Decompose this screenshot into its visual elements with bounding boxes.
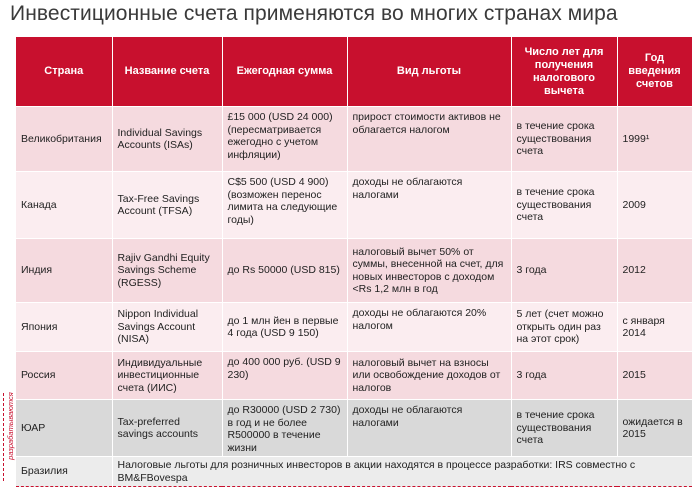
cell-years: в течение срока существования счета xyxy=(511,107,617,172)
cell-years: 3 года xyxy=(511,352,617,400)
cell-benefit: прирост стоимости активов не облагается налогом xyxy=(347,107,511,172)
header-years: Число лет для получения налогового вычета xyxy=(511,37,617,107)
cell-amount: £15 000 (USD 24 000) (пересматривается ежегодно с учетом инфляции) xyxy=(222,107,347,172)
cell-account: Rajiv Gandhi Equity Savings Scheme (RGESS) xyxy=(112,239,222,303)
cell-benefit: налоговый вычет 50% от суммы, внесенной на счет, для новых инвесторов с доходом <Rs 1,2 млн в год xyxy=(347,239,511,303)
cell-account: Tax-Free Savings Account (TFSA) xyxy=(112,172,222,239)
cell-account: Nippon Individual Savings Account (NISA) xyxy=(112,303,222,352)
dashed-marker xyxy=(3,393,5,481)
table-header xyxy=(16,37,692,107)
header-country: Страна xyxy=(16,37,112,107)
cell-benefit: доходы не облагаются налогами xyxy=(347,172,511,239)
cell-amount: до Rs 50000 (USD 815) xyxy=(222,239,347,303)
cell-country: ЮАР xyxy=(16,400,112,457)
page-title: Инвестиционные счета применяются во многих странах мира xyxy=(10,2,618,25)
cell-note: Налоговые льготы для розничных инвесторов в акции находятся в процессе разработки: IRS совместно с BM&FBovespa xyxy=(112,457,692,487)
cell-country: Бразилия xyxy=(16,457,112,487)
table-row xyxy=(16,239,692,303)
cell-country: Япония xyxy=(16,303,112,352)
cell-year: 1999¹ xyxy=(617,107,692,172)
cell-amount: C$5 500 (USD 4 900) (возможен перенос лимита на следующие годы) xyxy=(222,172,347,239)
cell-account: Индивидуальные инвестиционные счета (ИИС) xyxy=(112,352,222,400)
cell-year: 2009 xyxy=(617,172,692,239)
header-amount: Ежегодная сумма xyxy=(222,37,347,107)
table-row xyxy=(16,172,692,239)
table-row xyxy=(16,303,692,352)
cell-country: Канада xyxy=(16,172,112,239)
header-year: Год введения счетов xyxy=(617,37,692,107)
cell-benefit: доходы не облагаются 20% налогом xyxy=(347,303,511,352)
header-account: Название счета xyxy=(112,37,222,107)
cell-year: с января 2014 xyxy=(617,303,692,352)
side-label: разрабатываются xyxy=(6,392,15,460)
table-row xyxy=(16,400,692,457)
cell-years: в течение срока существования счета xyxy=(511,400,617,457)
cell-amount: до 1 млн йен в первые 4 года (USD 9 150) xyxy=(222,303,347,352)
cell-years: 5 лет (счет можно открыть один раз на этот срок) xyxy=(511,303,617,352)
table-row xyxy=(16,107,692,172)
cell-amount: до R30000 (USD 2 730) в год и не более R500000 в течение жизни xyxy=(222,400,347,457)
accounts-table xyxy=(16,37,693,487)
cell-benefit: доходы не облагаются налогами xyxy=(347,400,511,457)
cell-years: 3 года xyxy=(511,239,617,303)
table-row xyxy=(16,352,692,400)
cell-year: 2012 xyxy=(617,239,692,303)
cell-amount: до 400 000 руб. (USD 9 230) xyxy=(222,352,347,400)
cell-account: Tax-preferred savings accounts xyxy=(112,400,222,457)
header-benefit: Вид льготы xyxy=(347,37,511,107)
cell-year: ожидается в 2015 xyxy=(617,400,692,457)
cell-account: Individual Savings Accounts (ISAs) xyxy=(112,107,222,172)
cell-country: Индия xyxy=(16,239,112,303)
cell-benefit: налоговый вычет на взносы или освобождение доходов от налогов xyxy=(347,352,511,400)
table-row xyxy=(16,457,692,487)
cell-country: Россия xyxy=(16,352,112,400)
cell-years: в течение срока существования счета xyxy=(511,172,617,239)
cell-year: 2015 xyxy=(617,352,692,400)
cell-country: Великобритания xyxy=(16,107,112,172)
